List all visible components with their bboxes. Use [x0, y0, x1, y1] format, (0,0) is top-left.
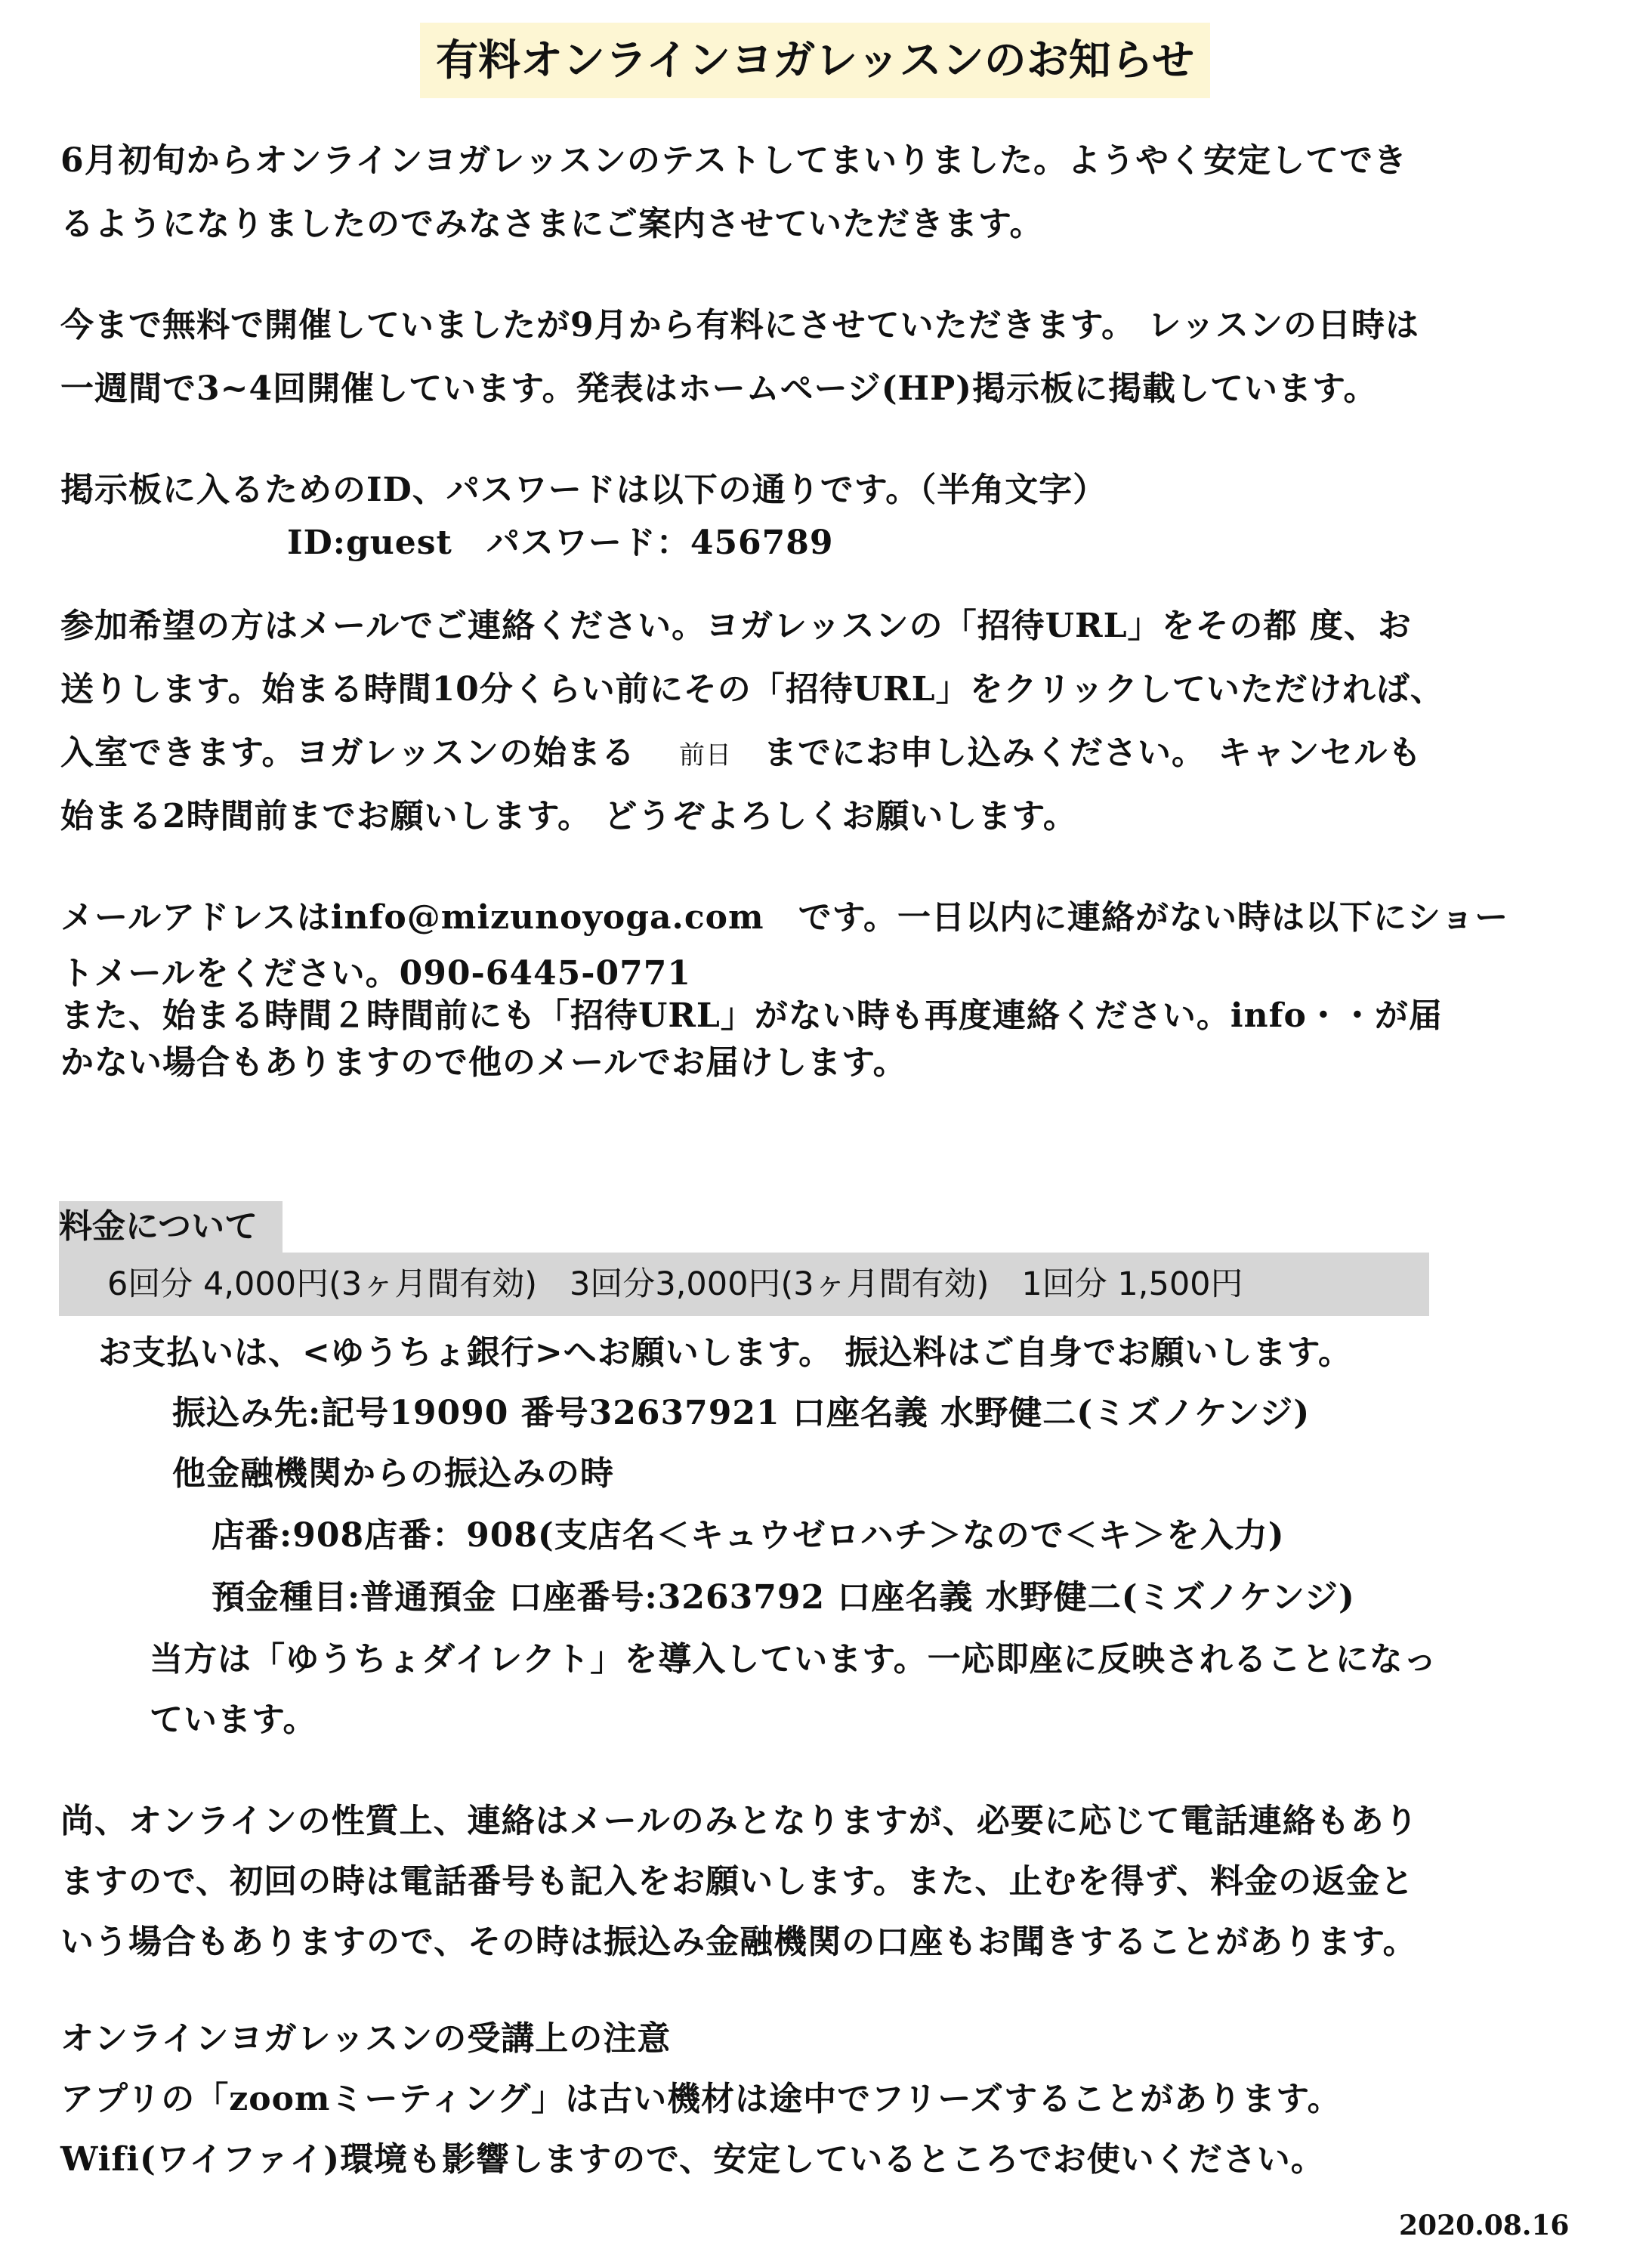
notes-line-1: 尚、オンラインの性質上、連絡はメールのみとなりますが、必要に応じて電話連絡もあり — [60, 1802, 1419, 1840]
board-credentials: ID:guest パスワード：456789 — [287, 524, 834, 562]
payment-line-4: 店番:908店番：908(支店名＜キュウゼロハチ＞なので＜キ＞を入力) — [212, 1516, 1285, 1555]
intro-line-2: るようになりましたのでみなさまにご案内させていただきます。 — [60, 205, 1044, 243]
schedule-line-1: 今まで無料で開催していましたが9月から有料にさせていただきます。 レッスンの日時は — [60, 306, 1419, 344]
fees-row-text: 6回分 4,000円(3ヶ月間有効) 3回分3,000円(3ヶ月間有効) 1回分 1,500円 — [107, 1265, 1243, 1303]
fees-row — [59, 1253, 1429, 1316]
payment-line-7: ています。 — [150, 1701, 317, 1739]
join-line-3-start: 入室できます。ヨガレッスンの始まる — [60, 734, 636, 772]
caution-line-1: アプリの「zoomミーティング」は古い機材は途中でフリーズすることがあります。 — [60, 2080, 1342, 2118]
contact-line-3: また、始まる時間２時間前にも「招待URL」がない時も再度連絡ください。info・・が届 — [60, 996, 1443, 1035]
join-line-3 — [60, 724, 1601, 785]
join-line-3-deadline: 前日 — [679, 740, 733, 771]
schedule-line-2: 一週間で3~4回開催しています。発表はホームページ(HP)掲示板に掲載しています。 — [60, 369, 1378, 408]
page-title: 有料オンラインヨガレッスンのお知らせ — [420, 23, 1210, 98]
payment-line-6: 当方は「ゆうちょダイレクト」を導入しています。一応即座に反映されることになっ — [150, 1640, 1437, 1679]
contact-line-2: トメールをください。090-6445-0771 — [60, 954, 691, 993]
notes-line-2: ますので、初回の時は電話番号も記入をお願いします。また、止むを得ず、料金の返金と — [60, 1862, 1415, 1901]
join-line-1: 参加希望の方はメールでご連絡ください。ヨガレッスンの「招待URL」をその都 度、お — [60, 607, 1412, 645]
payment-line-1: お支払いは、<ゆうちょ銀行>へお願いします。 振込料はご自身でお願いします。 — [98, 1333, 1353, 1372]
board-line-1: 掲示板に入るためのID、パスワードは以下の通りです。（半角文字） — [60, 471, 1107, 509]
payment-line-2: 振込み先:記号19090 番号32637921 口座名義 水野健二(ミズノケンジ) — [172, 1394, 1311, 1432]
notice-date: 2020.08.16 — [1399, 2210, 1570, 2241]
payment-line-5: 預金種目:普通預金 口座番号:3263792 口座名義 水野健二(ミズノケンジ) — [212, 1578, 1355, 1617]
caution-heading: オンラインヨガレッスンの受講上の注意 — [60, 2019, 672, 2058]
notes-line-3: いう場合もありますので、その時は振込み金融機関の口座もお聞きすることがあります。 — [60, 1923, 1417, 1961]
payment-line-3: 他金融機関からの振込みの時 — [172, 1454, 614, 1493]
join-line-2: 送りします。始まる時間10分くらい前にその「招待URL」をクリックしていただければ、 — [60, 670, 1444, 709]
caution-line-2: Wifi(ワイファイ)環境も影響しますので、安定しているところでお使いください。 — [60, 2140, 1325, 2179]
contact-line-1: メールアドレスはinfo@mizunoyoga.com です。一日以内に連絡がない時は以下にショー — [60, 898, 1509, 937]
join-line-3-end: までにお申し込みください。 キャンセルも — [764, 734, 1422, 772]
fees-heading: 料金について — [59, 1201, 283, 1253]
intro-line-1: 6月初旬からオンラインヨガレッスンのテストしてまいりました。ようやく安定してでき — [60, 141, 1408, 180]
join-line-4: 始まる2時間前までお願いします。 どうぞよろしくお願いします。 — [60, 797, 1077, 836]
contact-line-4: かない場合もありますので他のメールでお届けします。 — [60, 1043, 907, 1082]
